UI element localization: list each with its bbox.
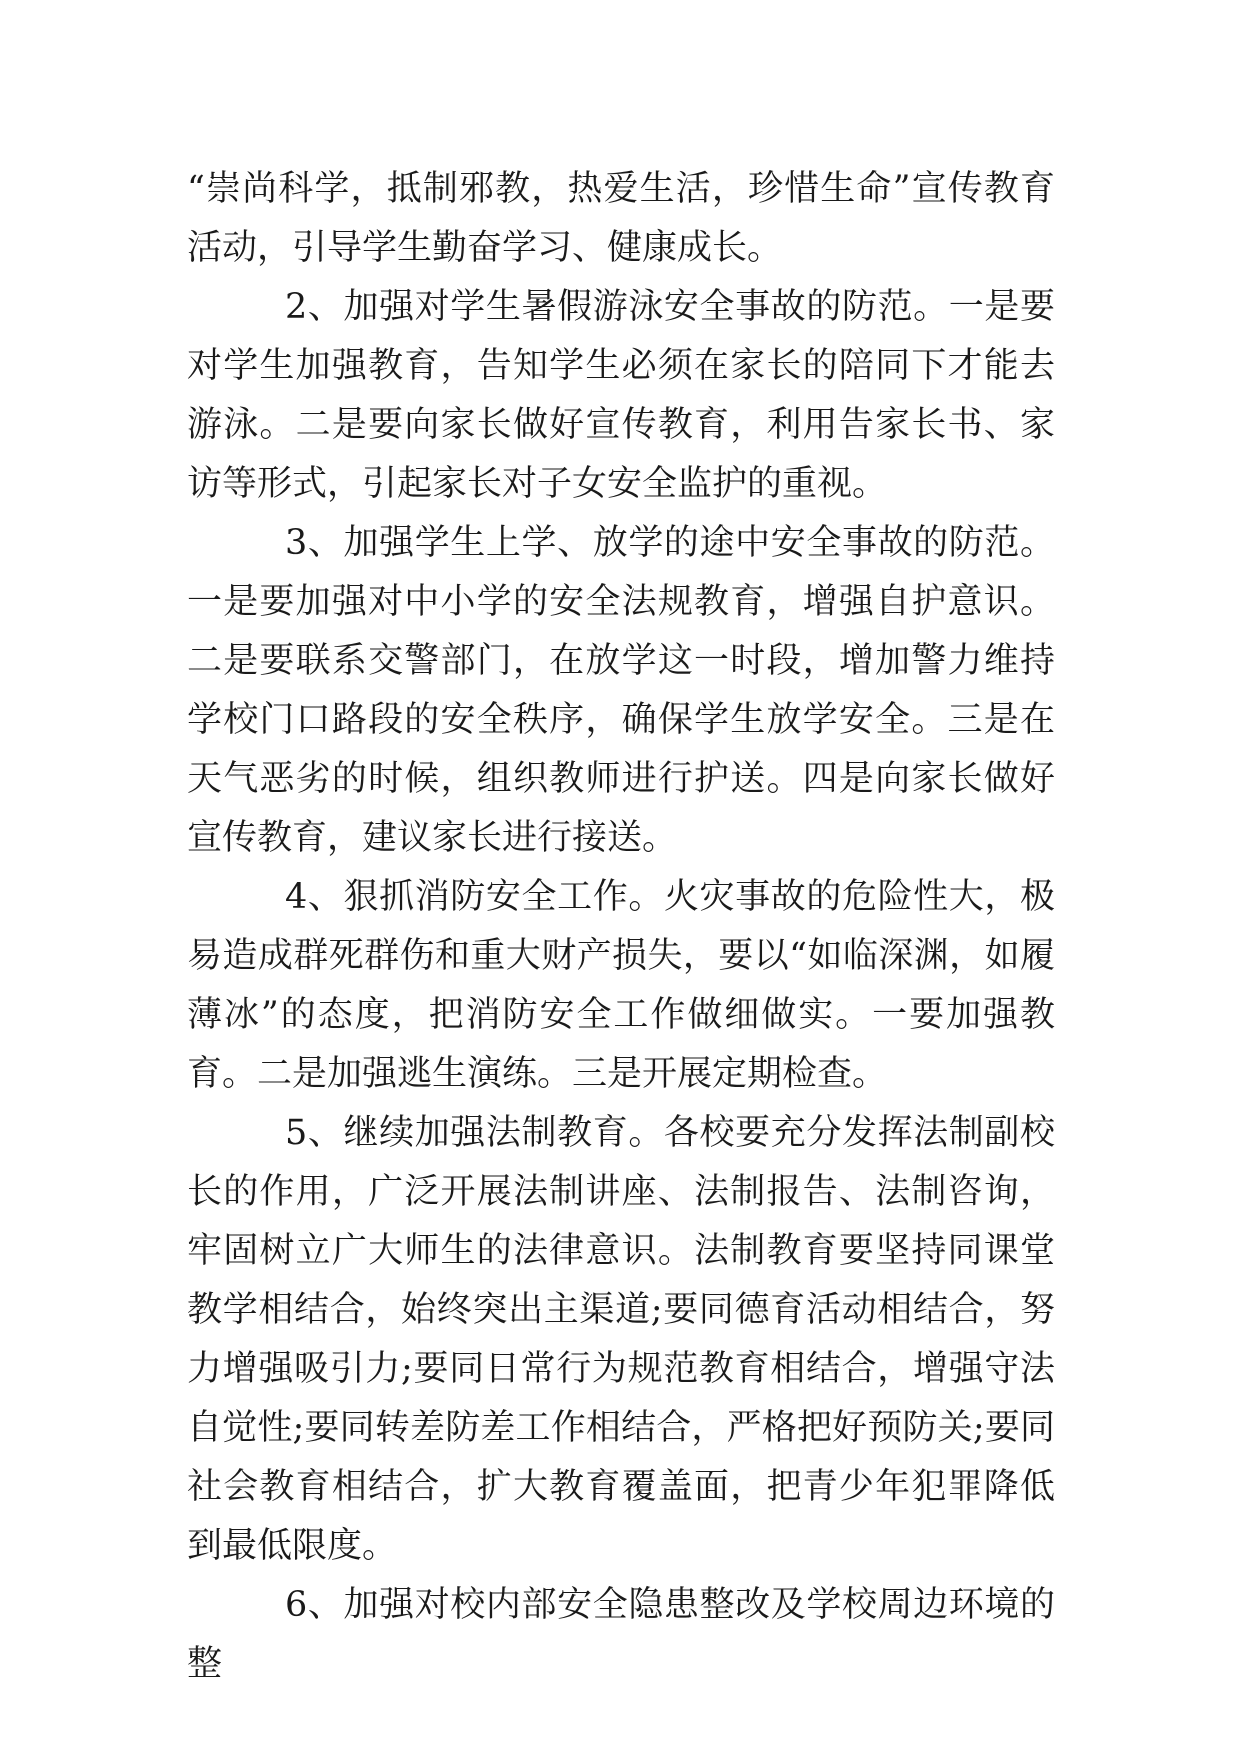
document-body [187,160,1055,1694]
paragraph-5: 5、继续加强法制教育。各校要充分发挥法制副校长的作用，广泛开展法制讲座、法制报告、法制咨询，牢固树立广大师生的法律意识。法制教育要坚持同课堂教学相结合，始终突出主渠道;要同德育活动相结合，努力增强吸引力;要同日常行为规范教育相结合，增强守法自觉性;要同转差防差工作相结合，严格把好预防关;要同社会教育相结合，扩大教育覆盖面，把青少年犯罪降低到最低限度。 [187,1113,1055,1566]
paragraph-6: 6、加强对校内部安全隐患整改及学校周边环境的整 [187,1585,1055,1684]
paragraph-4: 4、狠抓消防安全工作。火灾事故的危险性大，极易造成群死群伤和重大财产损失，要以“如临深渊，如履薄冰”的态度，把消防安全工作做细做实。一要加强教育。二是加强逃生演练。三是开展定期检查。 [187,877,1055,1094]
paragraph-3: 3、加强学生上学、放学的途中安全事故的防范。一是要加强对中小学的安全法规教育，增强自护意识。二是要联系交警部门，在放学这一时段，增加警力维持学校门口路段的安全秩序，确保学生放学安全。三是在天气恶劣的时候，组织教师进行护送。四是向家长做好宣传教育，建议家长进行接送。 [187,523,1055,858]
paragraph-1: “崇尚科学，抵制邪教，热爱生活，珍惜生命”宣传教育活动，引导学生勤奋学习、健康成长。 [187,169,1055,268]
paragraph-2: 2、加强对学生暑假游泳安全事故的防范。一是要对学生加强教育，告知学生必须在家长的陪同下才能去游泳。二是要向家长做好宣传教育，利用告家长书、家访等形式，引起家长对子女安全监护的重视。 [187,287,1055,504]
